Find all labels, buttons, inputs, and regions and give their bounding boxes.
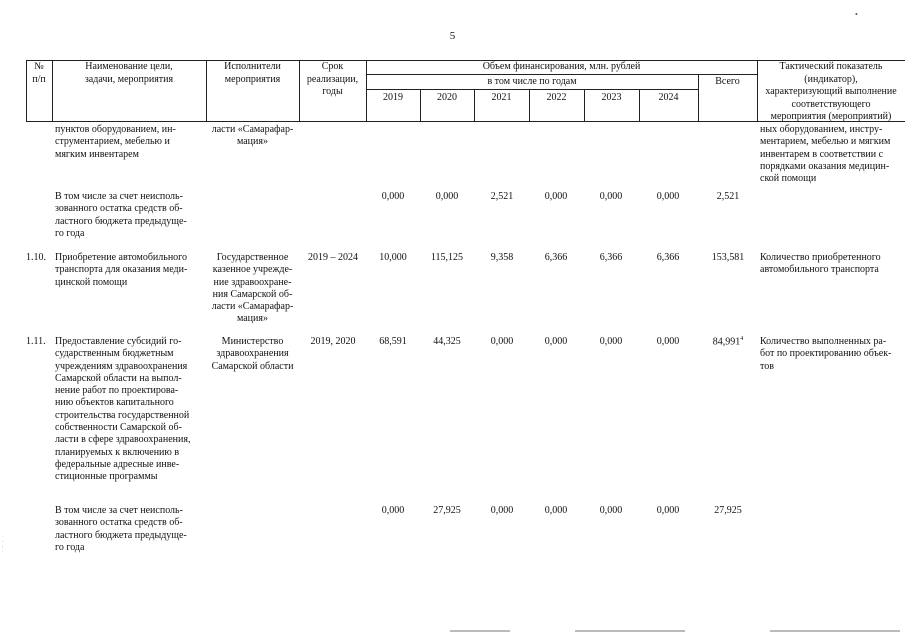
header-by-year: в том числе по годам <box>487 76 577 87</box>
scan-speck: • <box>855 10 858 19</box>
r110-indicator: Количество приобретенного автомобильного транспорта <box>760 252 881 276</box>
r110-num: 1.10. <box>26 252 46 263</box>
scan-bottom-edge <box>450 630 510 632</box>
header-executors: Исполнители мероприятия <box>224 61 281 85</box>
header-indicator: Тактический показатель (индикатор), характеризующий выполнение соответствующего мероприятия (мероприятий) <box>765 61 897 122</box>
header-funding: Объем финансирования, млн. рублей <box>482 61 641 72</box>
cont-name: пунктов оборудованием, ин- струментарием, мебелью и мягким инвентарем <box>55 124 176 160</box>
scan-bottom-edge <box>575 630 685 632</box>
header-name: Наименование цели, задачи, мероприятия <box>84 61 174 85</box>
r111-value: 44,325 <box>433 336 461 347</box>
r111-value: 0,000 <box>544 336 568 347</box>
header-year: 2022 <box>546 92 567 103</box>
r111-value: 68,591 <box>379 336 407 347</box>
r1-name: В том числе за счет неисполь- зованного остатка средств об- ластного бюджета предыдуще- го года <box>55 191 187 239</box>
r2-value: 0,000 <box>656 505 680 516</box>
r110-value: 6,366 <box>544 252 568 263</box>
r1-value: 0,000 <box>435 191 459 202</box>
r2-value: 0,000 <box>381 505 405 516</box>
header-total: Всего <box>715 76 740 87</box>
header-term: Срок реализации, годы <box>306 61 359 97</box>
r110-name: Приобретение автомобильного транспорта для оказания меди- цинской помощи <box>55 252 188 288</box>
r1-value: 0,000 <box>656 191 680 202</box>
r110-total: 153,581 <box>711 252 745 263</box>
r111-value: 0,000 <box>490 336 514 347</box>
r1-value: 0,000 <box>599 191 623 202</box>
r111-total <box>703 336 753 347</box>
r111-name: Предоставление субсидий го- сударственным бюджетным учреждениям здравоохранения Самарской области на выпол- нение работ по проектирова- нию объектов капитального строительства государственной собственности Самарской об- ласти в сфере здравоохранения, планируемых к включению в федеральные адресные инве- стиционные программы <box>55 336 191 483</box>
r111-value: 0,000 <box>656 336 680 347</box>
r1-total: 2,521 <box>716 191 740 202</box>
r110-term: 2019 – 2024 <box>308 252 358 263</box>
r2-value: 0,000 <box>490 505 514 516</box>
r2-value: 0,000 <box>599 505 623 516</box>
footnote-marker: 4 <box>740 336 744 342</box>
r2-name: В том числе за счет неисполь- зованного остатка средств об- ластного бюджета предыдуще- го года <box>55 505 187 553</box>
header-year: 2019 <box>383 92 403 103</box>
r110-value: 6,366 <box>599 252 623 263</box>
r111-value: 0,000 <box>599 336 623 347</box>
r111-total-value: 84,991 <box>712 336 741 348</box>
page-number: 5 <box>449 30 456 42</box>
header-year: 2020 <box>437 92 457 103</box>
r111-num: 1.11. <box>26 336 46 347</box>
r111-indicator: Количество выполненных ра- бот по проектированию объек- тов <box>760 336 892 372</box>
header-year: 2021 <box>491 92 512 103</box>
r110-value: 6,366 <box>656 252 680 263</box>
r111-term: 2019, 2020 <box>310 336 356 347</box>
cont-indicator: ных оборудованием, инстру- ментарием, мебелью и мягким инвентарем в соответствии с порядками оказания медицин- ской помощи <box>760 124 891 185</box>
r1-value: 0,000 <box>544 191 568 202</box>
r111-executor: Министерство здравоохранения Самарской области <box>211 336 294 372</box>
r110-value: 9,358 <box>490 252 514 263</box>
r110-value: 10,000 <box>379 252 407 263</box>
r2-value: 27,925 <box>433 505 461 516</box>
header-num: № п/п <box>32 61 46 85</box>
byyear-divider <box>366 89 698 90</box>
r2-total: 27,925 <box>714 505 742 516</box>
r110-value: 115,125 <box>430 252 464 263</box>
cont-executor: ласти «Самарафар- мация» <box>211 124 294 148</box>
header-year: 2023 <box>601 92 622 103</box>
header-year: 2024 <box>658 92 679 103</box>
r1-value: 2,521 <box>490 191 514 202</box>
scan-artifact: · · : · <box>2 535 4 555</box>
r1-value: 0,000 <box>381 191 405 202</box>
r110-executor: Государственное казенное учрежде- ние здравоохране- ния Самарской об- ласти «Самарафар- мация» <box>211 252 294 325</box>
r2-value: 0,000 <box>544 505 568 516</box>
scan-bottom-edge <box>770 630 900 632</box>
